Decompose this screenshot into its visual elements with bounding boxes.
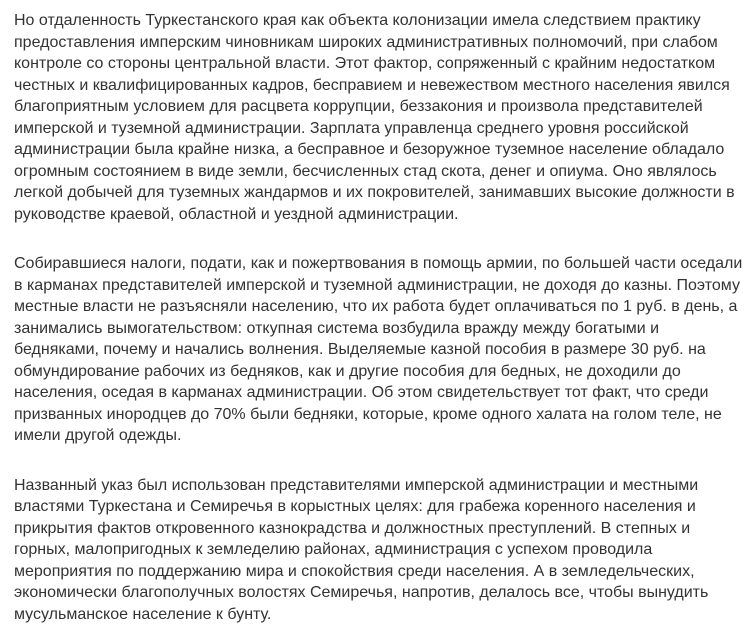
text-line: огромным состоянием в виде земли, бесчисленных стад скота, денег и опиума. Оно являлось — [14, 161, 741, 183]
text-line: прикрытия фактов откровенного казнокрадства и должностных преступлений. В степных и — [14, 518, 741, 540]
text-line: легкой добычей для туземных жандармов и их покровителей, занимавших высокие должности в — [14, 182, 741, 204]
text-line: занимались вымогательством: откупная система возбудила вражду между богатыми и — [14, 318, 741, 340]
text-line: горных, малопригодных к земледелию районах, администрация с успехом проводила — [14, 539, 741, 561]
paragraph-1 — [14, 10, 741, 225]
text-line: населения, оседая в карманах администрации. Об этом свидетельствует тот факт, что среди — [14, 382, 741, 404]
text-line: Собиравшиеся налоги, подати, как и пожертвования в помощь армии, по большей части оседали — [14, 253, 741, 275]
text-line: в карманах представителей имперской и туземной администрации, не доходя до казны. Поэтому — [14, 275, 741, 297]
text-line: администрации была крайне низка, а бесправное и безоружное туземное население обладало — [14, 139, 741, 161]
text-line: предоставления имперским чиновникам широких административных полномочий, при слабом — [14, 32, 741, 54]
text-line: Названный указ был использован представителями имперской администрации и местными — [14, 475, 741, 497]
text-line: призванных инородцев до 70% были бедняки, которые, кроме одного халата на голом теле, не — [14, 404, 741, 426]
text-line: экономически благополучных волостях Семиречья, напротив, делалось все, чтобы вынудить — [14, 582, 741, 604]
paragraph-2 — [14, 253, 741, 447]
text-line: руководстве краевой, областной и уездной администрации. — [14, 204, 741, 226]
text-line: бедняками, почему и начались волнения. Выделяемые казной пособия в размере 30 руб. на — [14, 339, 741, 361]
text-line: имели другой одежды. — [14, 425, 741, 447]
text-line: местные власти не разъясняли населению, что их работа будет оплачиваться по 1 руб. в день, а — [14, 296, 741, 318]
text-line: властями Туркестана и Семиречья в корыстных целях: для грабежа коренного населения и — [14, 496, 741, 518]
text-line: честных и квалифицированных кадров, бесправием и невежеством местного населения явился — [14, 75, 741, 97]
text-line: мероприятия по поддержанию мира и спокойствия среди населения. А в земледельческих, — [14, 561, 741, 583]
text-line: контроле со стороны центральной власти. Этот фактор, сопряженный с крайним недостатком — [14, 53, 741, 75]
text-line: имперской и туземной администрации. Зарплата управленца среднего уровня российской — [14, 118, 741, 140]
text-line: мусульманское население к бунту. — [14, 604, 741, 625]
text-line: Но отдаленность Туркестанского края как объекта колонизации имела следствием практику — [14, 10, 741, 32]
text-line: благоприятным условием для расцвета коррупции, беззакония и произвола представителей — [14, 96, 741, 118]
paragraph-3 — [14, 475, 741, 625]
text-line: обмундирование рабочих из бедняков, как и другие пособия для бедных, не доходили до — [14, 361, 741, 383]
